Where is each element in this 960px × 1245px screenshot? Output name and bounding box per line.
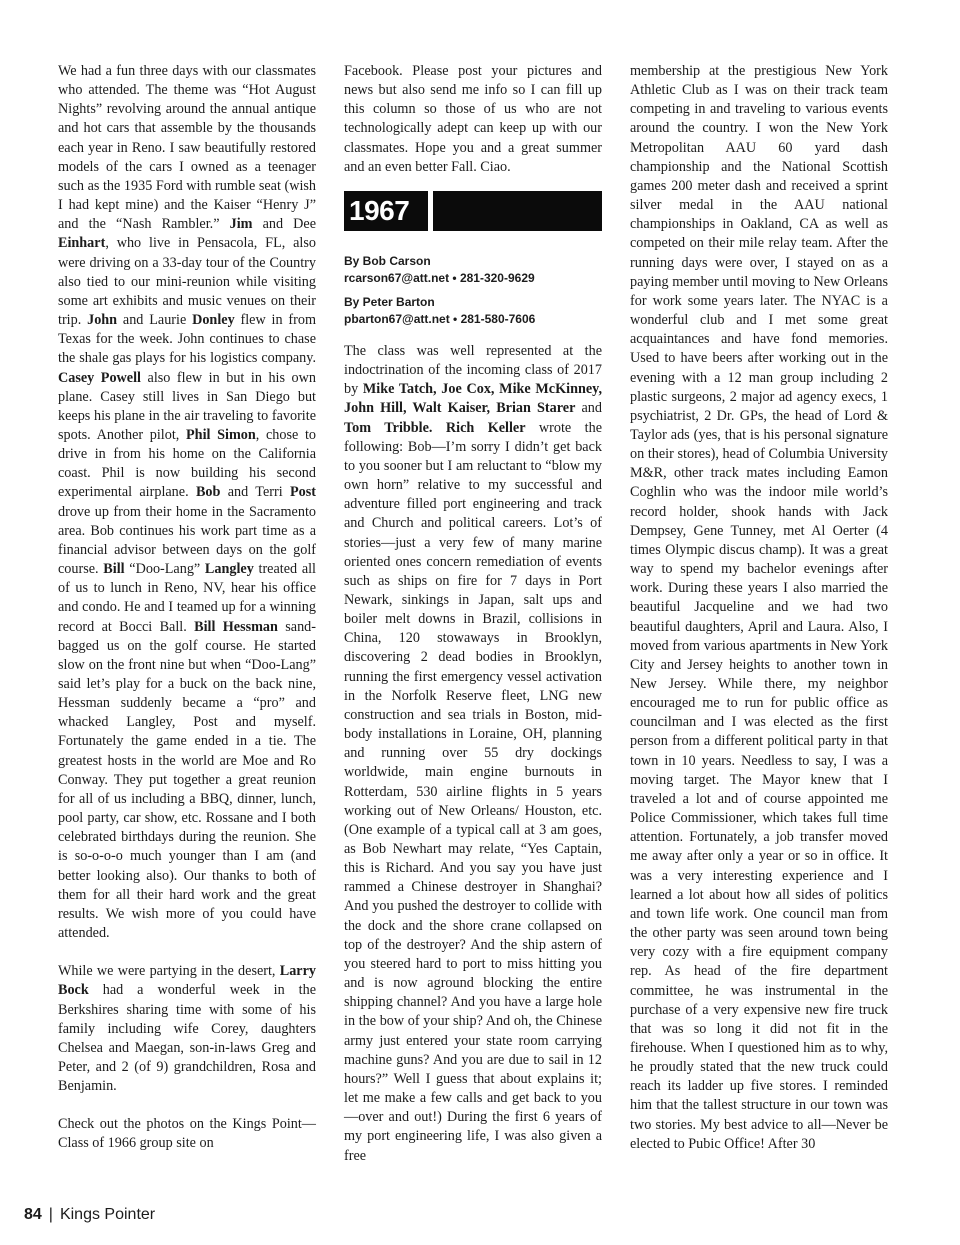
bold-name: Post bbox=[289, 484, 316, 501]
page-number: 84 bbox=[24, 1206, 42, 1223]
bold-name: Tom Tribble. Rich Keller bbox=[344, 419, 526, 436]
footer-separator: | bbox=[48, 1206, 53, 1223]
column-2 bbox=[344, 62, 602, 1166]
bold-name: Phil Simon bbox=[186, 426, 256, 443]
byline-author-name: By Bob Carson bbox=[344, 253, 431, 268]
banner-bar bbox=[433, 191, 602, 231]
class-year-label: 1967 bbox=[344, 191, 428, 231]
class-1966-closing-paragraph: Facebook. Please post your pictures and news but also send me info so I can fill up this column so those of us who are not technologically adept can keep up with our classmates. Hope you and a great summer and an even better Fall. Ciao. bbox=[344, 63, 602, 175]
bold-name: Casey Powell bbox=[58, 369, 141, 386]
class-1967-body-paragraph: The class was well represented at the indoctrination of the incoming class of 2017 by Mike Tatch, Joe Cox, Mike McKinney, John Hill, Walt Kaiser, Brian Starer and Tom Tribble. Rich Keller wrote the following: Bob—I’m sorry I didn’t get back to you sooner but I am reluctant to “blow my own horn” relative to my successful and adventure filled port engineering and track and Church and political careers. Lot’s of stories—just a very few of many marine oriented ones concern remediation of events such as ships on fire for 7 days in Port Newark, sinkings in Japan, salt ups and boiler melt downs in Brazil, collisions in China, 120 stowaways in Brooklyn, discovering 2 dead bodies in Brooklyn, running the first emergency vessel activation in the Norfolk Reserve fleet, LNG new construction and sea trials in Boston, mid-body installations in Loraine, OH, planning and running over 55 dry dockings worldwide, main engine burnouts in Rotterdam, 530 airline flights in 5 years working out of New Orleans/ Houston, etc. (One example of a typical call at 3 am goes, as Bob Newhart may relate, “Yes Captain, this is Richard. And you say you have just rammed a Chinese destroyer in Shanghai? And you pushed the destroyer to collide with the dock and the shore crane collapsed on top of the destroyer? And the ship astern of you steered hard to port to miss hitting you and is now aground blocking the entire shipping channel? And you have a large hole in the bow of your ship? And oh, the Chinese army just entered your state room carrying machine guns? And you are due to sail in 12 hours?” Well I guess that about explains it; let me make a few calls and get back to you—over and out!) During the first 6 years of my port engineering life, I was also given a free bbox=[344, 342, 603, 1164]
class-1967-continued-paragraph: membership at the prestigious New York Athletic Club as I was on their track team competing in and traveling to various events around the country. I won the New York Metropolitan AAU 60 yard dash championship and the National Scottish games 200 meter dash and received a sprint silver medal in the AAU national championships in Oakland, CA as well as competed on their mile relay team. After the running days were over, I stayed on as a paying member until moving to New Orleans for work some years later. The NYAC is a wonderful club and I met some great acquaintances and have fond memories. Used to have beers after working out in the evening with a 12 man group including 2 plastic surgeons, 2 major ad agency execs, 1 psychiatrist, 2 Dr. GPs, the head of Lord & Taylor ads (yes, that is his personal signature on their stores), head of Columbia University M&R, other track mates including Eamon Coghlin who was the indoor mile world’s record holder, shook hands with Jack Dempsey, Gene Tunney, met Al Oerter (4 times Olympic discus champ). It was a great way to spend my bachelor evenings after work. During these years I also married the beautiful Jacqueline and we had two beautiful daughters, April and Laura. Also, I moved from various apartments in New York City and Jersey heights to another town in New Jersey. While there, my neighbor encouraged me to run for public office as councilman and I was elected as the first person from a different political party in that town in 10 years. Needless to say, I was a moving target. The Mayor knew that I traveled a lot and of course appointed me Police Commissioner, which takes full time attention. Fortunately, a job transfer moved me away after only a year or so in office. It was a very interesting experience and I learned a lot about how all sides of politics and town life work. One council man from the other party was seen around town being very cozy with a fire equipment company rep. As head of the fire department committee, he was instrumental in the purchase of a very expensive new fire truck that was so long it did not fit in the firehouse. When I questioned him as to why, he proudly stated that the new truck could reach its ladder up five stores. I reminded him that the tallest structure in our town was two stories. My best advice to all—Never be elected to Pubic Office! After 30 bbox=[630, 63, 888, 1152]
bold-name: Bill Hessman bbox=[194, 618, 278, 635]
publication-name: Kings Pointer bbox=[59, 1206, 156, 1223]
class-1966-paragraph-reunion: We had a fun three days with our classmates who attended. The theme was “Hot August Nights” revolving around the annual antique and hot cars that assemble by the thousands each year in Reno. I saw beautifully restored models of the cars I owned as a teenager such as the 1935 Ford with rumble seat (wish I had kept mine) and the Kaiser “Henry J” and the “Nash Rambler.” Jim and Dee Einhart, who live in Pensacola, FL, also were driving on a 33-day tour of the Country also tied to our mini-reunion while visiting some art exhibits and music venues on their trip. John and Laurie Donley flew in from Texas for the week. John continues to chase the shale gas plays for his logistics company. Casey Powell also flew in but in his own plane. Casey still lives in San Diego but keeps his plane in the air traveling to favorite spots. Another pilot, Phil Simon, chose to drive in from his home on the California coast. Phil is now building his second experimental airplane. Bob and Terri Post drove up from their home in the Sacramento area. Bob continues his work part time as a financial advisor between days on the golf course. Bill “Doo-Lang” Langley treated all of us to lunch in Reno, NV, hear his office and condo. He and I teamed up for a winning record at Bocci Ball. Bill Hessman sand-bagged us on the golf course. He started slow on the front nine but when “Doo-Lang” said let’s play for a buck on the back nine, Hessman suddenly became a “pro” and whacked Langley, Post and myself. Fortunately the game ended in a tie. The greatest hosts in the world are Moe and Ro Conway. They put together a great reunion for all of us including a BBQ, dinner, lunch, pool party, car show, etc. Rossane and I both celebrated birthdays during the reunion. She is so-o-o-o much younger than I am (and better looking also). Our thanks to both of them for all their hard work and the great results. We wish more of you could have attended. bbox=[58, 63, 317, 942]
class-year-banner bbox=[344, 191, 602, 231]
bold-name: John bbox=[87, 312, 118, 329]
page-footer bbox=[24, 1204, 155, 1226]
byline-author-name: By Peter Barton bbox=[344, 294, 435, 309]
class-1966-paragraph-berkshires: While we were partying in the desert, Larry Bock had a wonderful week in the Berkshires sharing time with some of his family including wife Corey, daughters Chelsea and Maegan, son-in-laws Greg and Peter, and 2 (of 9) grandchildren, Rosa and Benjamin. bbox=[58, 963, 316, 1095]
column-1 bbox=[58, 62, 316, 1154]
class-1966-paragraph-facebook: Check out the photos on the Kings Point—Class of 1966 group site on bbox=[58, 1116, 316, 1152]
column-3 bbox=[630, 62, 888, 1154]
bold-name: Jim bbox=[229, 216, 253, 233]
bold-name: Donley bbox=[192, 312, 235, 329]
byline-contact: rcarson67@att.net • 281-320-9629 bbox=[344, 270, 535, 285]
bold-name: Bob bbox=[195, 484, 221, 501]
byline-contact: pbarton67@att.net • 281-580-7606 bbox=[344, 311, 536, 326]
bold-name: Larry Bock bbox=[58, 963, 316, 999]
bold-name: Langley bbox=[204, 561, 254, 578]
bold-name: Einhart bbox=[58, 235, 106, 252]
bold-name: Bill bbox=[103, 561, 125, 578]
bold-name: Mike Tatch, Joe Cox, Mike McKinney, John Hill, Walt Kaiser, Brian Starer bbox=[344, 381, 603, 417]
byline-bob-carson bbox=[344, 253, 602, 287]
byline-peter-barton bbox=[344, 294, 602, 328]
